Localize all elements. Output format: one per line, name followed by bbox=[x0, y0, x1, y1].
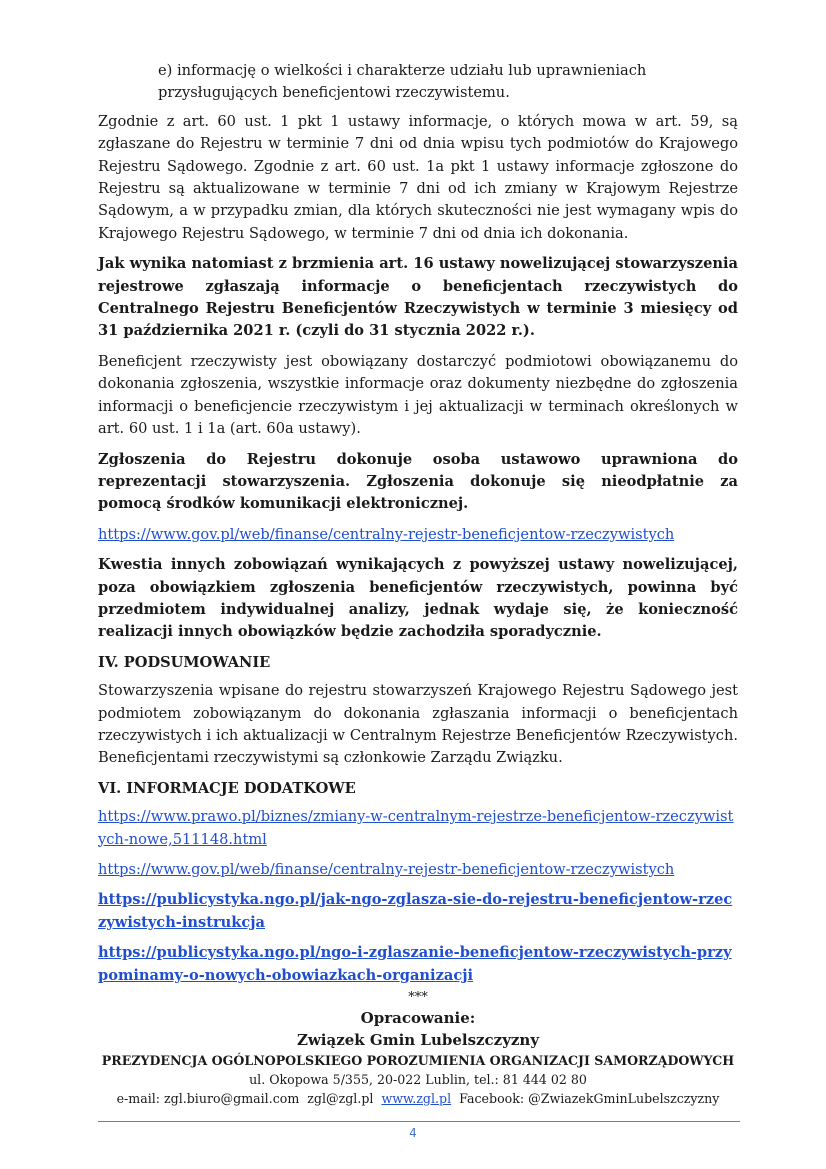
link-row-gov-2 bbox=[98, 859, 738, 881]
email-secondary: zgl@zgl.pl bbox=[307, 1091, 374, 1107]
section-heading-summary: IV. PODSUMOWANIE bbox=[98, 653, 271, 671]
facebook-handle: Facebook: @ZwiazekGminLubelszczyzny bbox=[459, 1091, 720, 1107]
website-link[interactable]: www.zgl.pl bbox=[381, 1091, 452, 1107]
email-primary: e-mail: zgl.biuro@gmail.com bbox=[116, 1091, 300, 1107]
footer-rule bbox=[98, 1121, 740, 1122]
paragraph-art-60: Zgodnie z art. 60 ust. 1 pkt 1 ustawy informacje, o których mowa w art. 59, są zgłaszane do Rejestru w terminie 7 dni od dnia wpisu tych podmiotów do Krajowego Rejestru Sądowego. Zgodnie z art. 60 ust. 1a pkt 1 ustawy informacje zgłoszone do Rejestru są aktualizowane w terminie 7 dni od ich zmiany w Krajowym Rejestrze Sądowym, a w przypadku zmian, dla których skuteczności nie jest wymagany wpis do Krajowego Rejestru Sądowego, w terminie 7 dni od dnia ich dokonania. bbox=[98, 112, 738, 242]
prepared-by-label: Opracowanie: bbox=[360, 1009, 476, 1028]
link-row-ngo-przypominamy bbox=[98, 942, 738, 987]
link-ngo-instrukcja[interactable]: https://publicystyka.ngo.pl/jak-ngo-zglasza-sie-do-rejestru-beneficjentow-rzeczywistych-instrukcja bbox=[98, 891, 733, 931]
link-gov-crbr[interactable]: https://www.gov.pl/web/finanse/centralny-rejestr-beneficjentow-rzeczywistych bbox=[98, 525, 675, 543]
link-gov-crbr-2[interactable]: https://www.gov.pl/web/finanse/centralny-rejestr-beneficjentow-rzeczywistych bbox=[98, 861, 675, 878]
paragraph-other-obligations: Kwestia innych zobowiązań wynikających z powyższej ustawy nowelizującej, poza obowiązkiem zgłoszenia beneficjentów rzeczywistych, powinna być przedmiotem indywidualnej analizy, jednak wydaje się, że konieczność realizacji innych obowiązków będzie zachodziła sporadycznie. bbox=[98, 556, 738, 641]
section-heading-additional-info: VI. INFORMACJE DODATKOWE bbox=[98, 779, 356, 797]
link-row-ngo-instrukcja bbox=[98, 889, 738, 934]
link-row-prawo bbox=[98, 806, 738, 851]
link-ngo-przypominamy[interactable]: https://publicystyka.ngo.pl/ngo-i-zglaszanie-beneficjentow-rzeczywistych-przypominamy-o-nowych-obowiazkach-organizacji bbox=[98, 944, 732, 984]
paragraph-summary: Stowarzyszenia wpisane do rejestru stowarzyszeń Krajowego Rejestru Sądowego jest podmiotem zobowiązanym do dokonania zgłaszania informacji o beneficjentach rzeczywistych i ich aktualizacji w Centralnym Rejestrze Beneficjentów Rzeczywistych. Beneficjentami rzeczywistymi są członkowie Zarządu Związku. bbox=[98, 682, 738, 767]
organization-name: Związek Gmin Lubelszczyzny bbox=[296, 1031, 540, 1050]
page-number: 4 bbox=[409, 1126, 417, 1140]
page-content bbox=[98, 60, 738, 1108]
link-prawo[interactable]: https://www.prawo.pl/biznes/zmiany-w-centralnym-rejestrze-beneficjentow-rzeczywistych-nowe,511148.html bbox=[98, 808, 734, 848]
presidency-line: PREZYDENCJA OGÓLNOPOLSKIEGO POROZUMIENIA ORGANIZACJI SAMORZĄDOWYCH bbox=[101, 1053, 735, 1069]
paragraph-beneficiary-obligation: Beneficjent rzeczywisty jest obowiązany dostarczyć podmiotowi obowiązanemu do dokonania zgłoszenia, wszystkie informacje oraz dokumenty niezbędne do zgłoszenia informacji o beneficjencie rzeczywistym i jej aktualizacji w terminach określonych w art. 60 ust. 1 i 1a (art. 60a ustawy). bbox=[98, 352, 738, 438]
paragraph-art-16: Jak wynika natomiast z brzmienia art. 16 ustawy nowelizującej stowarzyszenia rejestrowe zgłaszają informacje o beneficjentach rzeczywistych do Centralnego Rejestru Beneficjentów Rzeczywistych w terminie 3 miesięcy od 31 października 2021 r. (czyli do 31 stycznia 2022 r.). bbox=[98, 255, 738, 340]
link-row-gov bbox=[98, 524, 738, 546]
list-item-e: e) informację o wielkości i charakterze udziału lub uprawnieniach przysługujących beneficjentowi rzeczywistemu. bbox=[158, 62, 647, 102]
separator-stars: *** bbox=[408, 990, 428, 1006]
paragraph-registration: Zgłoszenia do Rejestru dokonuje osoba ustawowo uprawniona do reprezentacji stowarzyszenia. Zgłoszenia dokonuje się nieodpłatnie za pomocą środków komunikacji elektronicznej. bbox=[98, 450, 738, 513]
contact-line bbox=[98, 1089, 738, 1108]
address-line: ul. Okopowa 5/355, 20-022 Lublin, tel.: 81 444 02 80 bbox=[249, 1072, 587, 1088]
footer-block bbox=[98, 989, 738, 1108]
